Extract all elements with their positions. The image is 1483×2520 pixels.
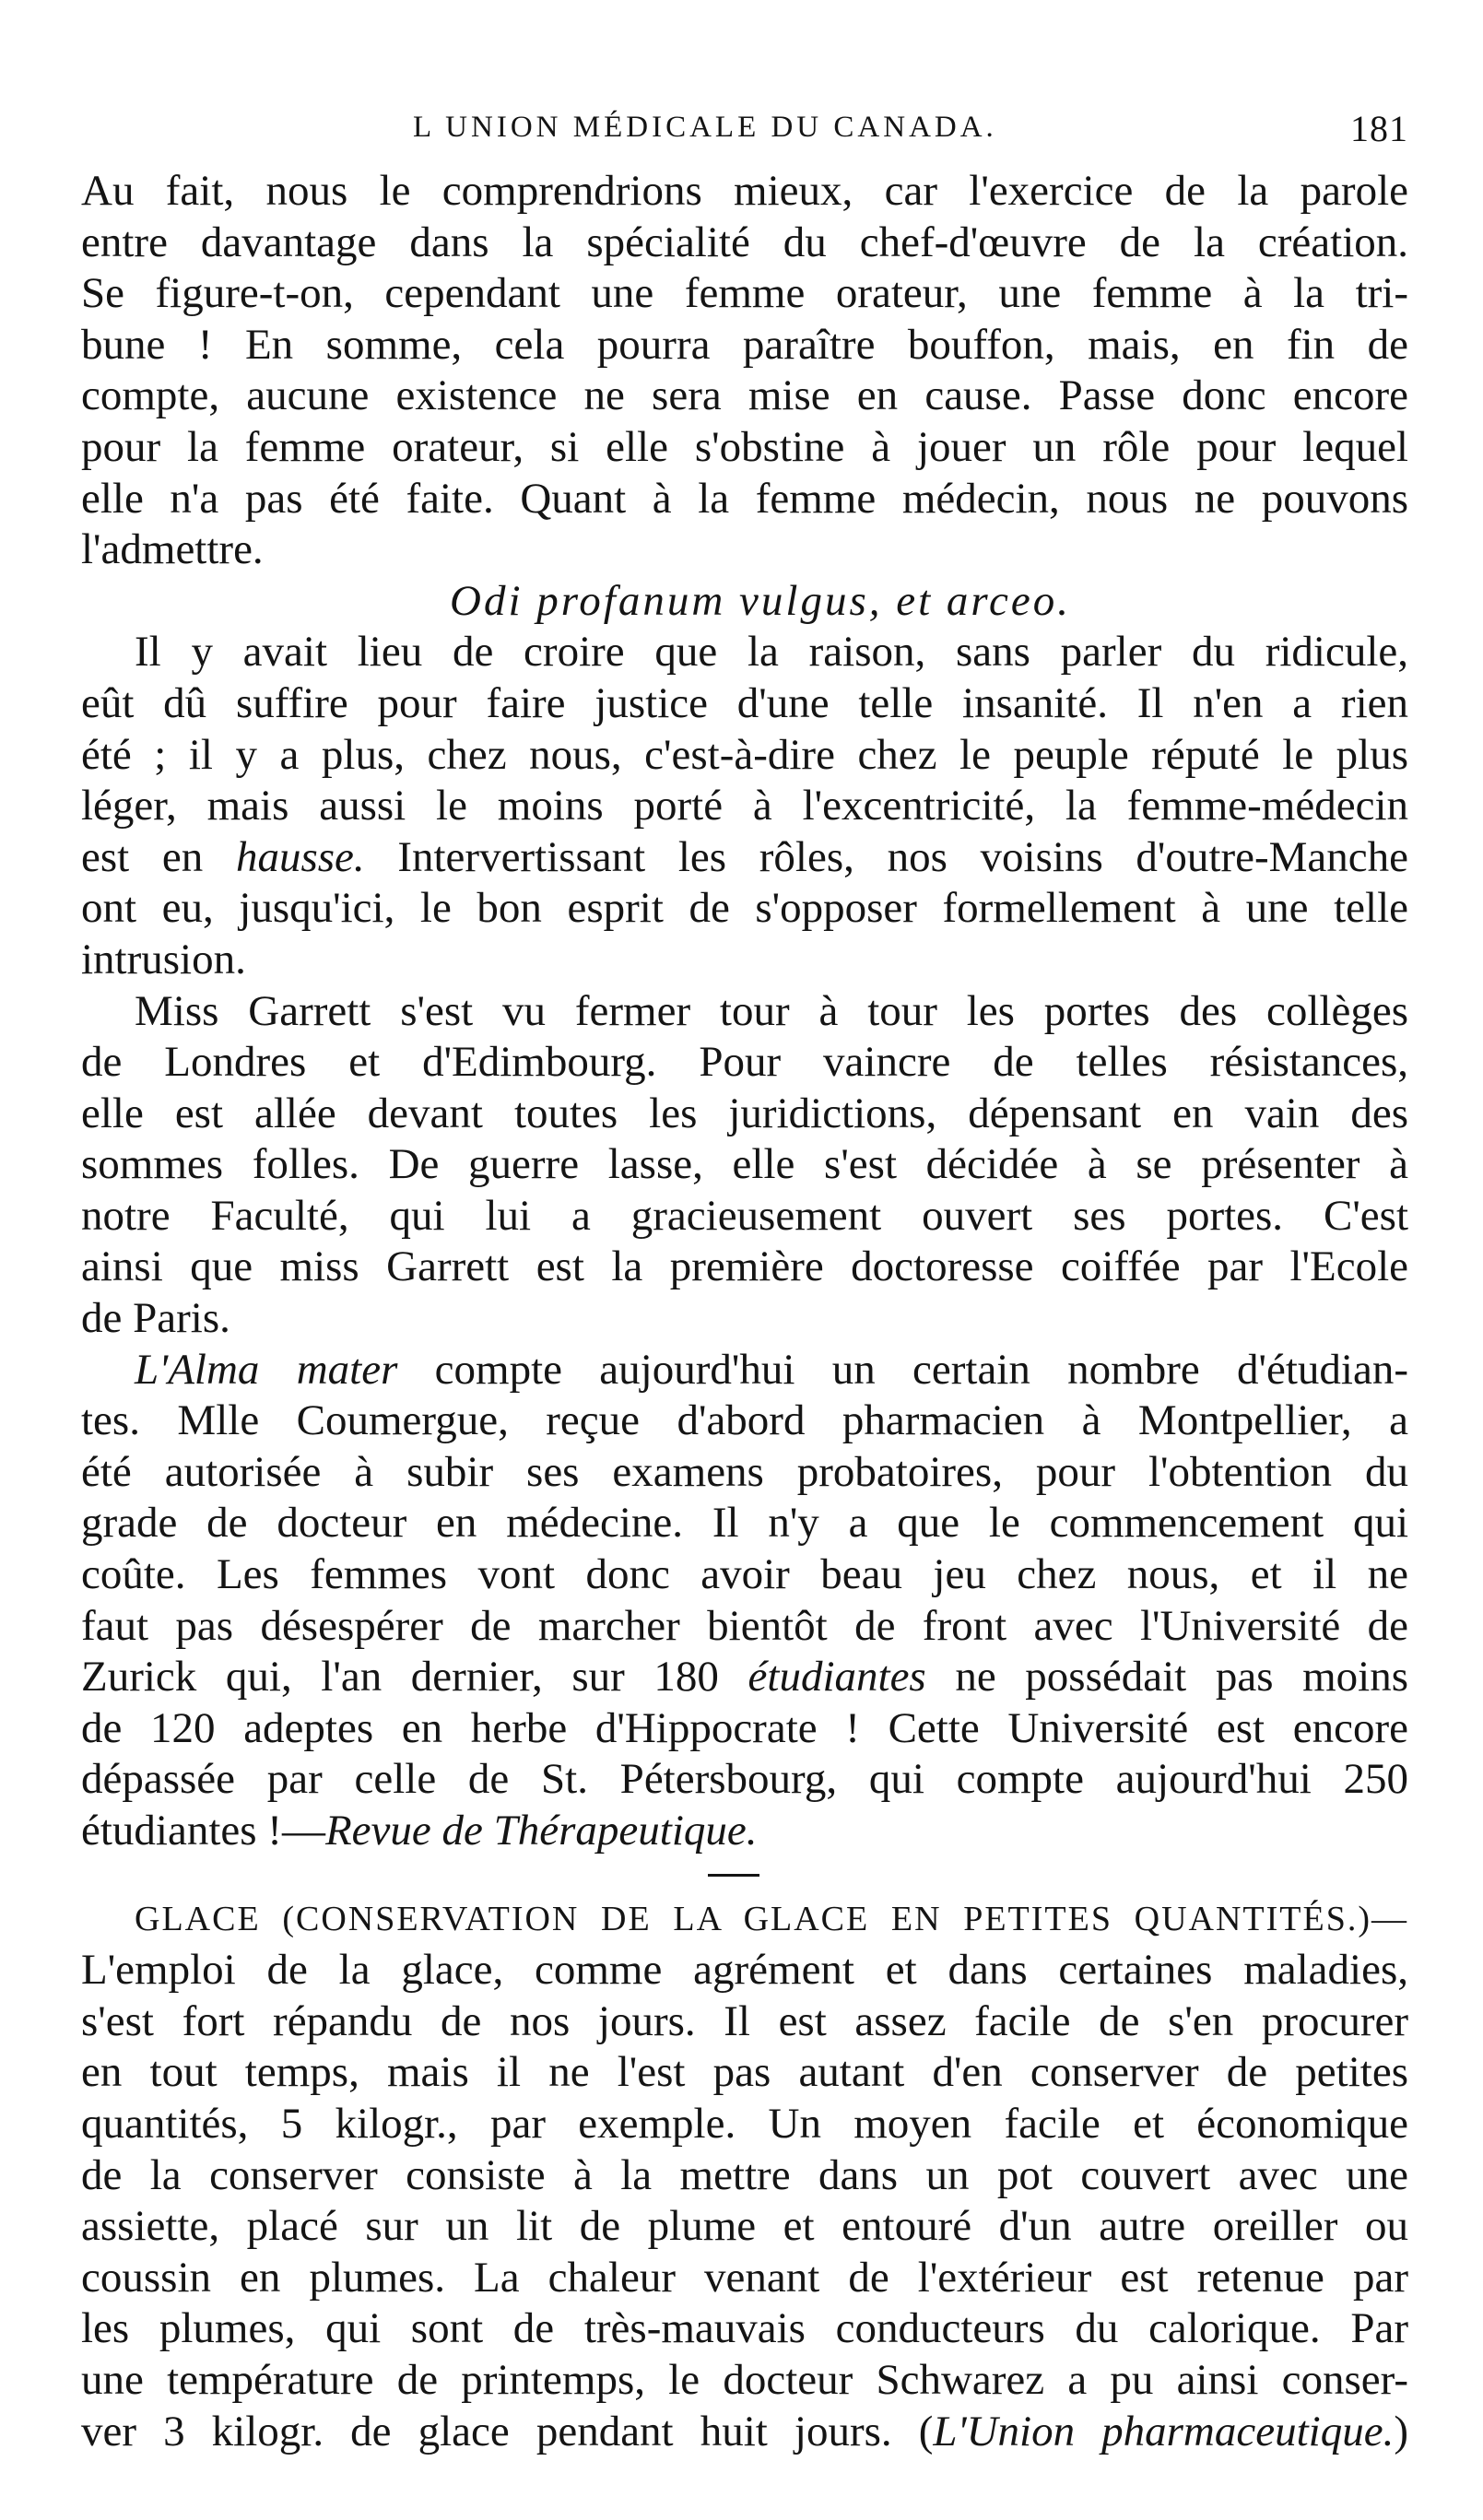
text-line: été ; il y a plus, chez nous, c'est-à-dire chez le peuple réputé le plus (81, 730, 1408, 779)
section-separator (81, 1857, 1408, 1894)
text-line: faut pas désespérer de marcher bientôt de front avec l'Université de (81, 1601, 1408, 1650)
text-line: coussin en plumes. La chaleur venant de l'extérieur est retenue par (81, 2253, 1408, 2302)
italic-run: étudiantes (747, 1653, 926, 1702)
section-heading: GLACE (CONSERVATION DE LA GLACE EN PETITES QUANTITÉS.)— (135, 1899, 1408, 1938)
page (81, 108, 1408, 2457)
page-number: 181 (1350, 108, 1408, 149)
latin-motto: Odi profanum vulgus, et arceo. (450, 576, 1071, 625)
text-line: elle est allée devant toutes les juridictions, dépensant en vain des (81, 1089, 1408, 1137)
paragraph-1 (81, 166, 1408, 576)
text-line: Miss Garrett s'est vu fermer tour à tour les portes des collèges (135, 986, 1408, 1035)
text-line: ainsi que miss Garrett est la première doctoresse coiffée par l'Ecole (81, 1242, 1408, 1291)
text-line: elle n'a pas été faite. Quant à la femme médecin, nous ne pouvons (81, 474, 1408, 523)
text-line: s'est fort répandu de nos jours. Il est assez facile de s'en procurer (81, 1996, 1408, 2045)
running-header (81, 108, 1408, 166)
text-run: ne possédait pas moins (925, 1653, 1408, 1702)
text-line: quantités, 5 kilogr., par exemple. Un moyen facile et économique (81, 2099, 1408, 2148)
text-line: bune ! En somme, cela pourra paraître bouffon, mais, en fin de (81, 320, 1408, 369)
text-line: de 120 adeptes en herbe d'Hippocrate ! Cette Université est encore (81, 1703, 1408, 1752)
italic-run: L'Alma mater (135, 1345, 398, 1394)
paragraph-4 (81, 1345, 1408, 1857)
text-line (81, 2407, 1408, 2458)
text-line: sommes folles. De guerre lasse, elle s'est décidée à se présenter à (81, 1140, 1408, 1189)
paragraph-2 (81, 627, 1408, 985)
separator-rule (708, 1874, 759, 1877)
text-line: assiette, placé sur un lit de plume et entouré d'un autre oreiller ou (81, 2202, 1408, 2251)
text-line: coûte. Les femmes vont donc avoir beau jeu chez nous, et il ne (81, 1550, 1408, 1599)
text-run: ver 3 kilogr. de glace pendant huit jours. ( (81, 2407, 934, 2455)
text-line: en tout temps, mais il ne l'est pas autant d'en conserver de petites (81, 2048, 1408, 2097)
text-line (81, 1652, 1408, 1703)
text-line: dépassée par celle de St. Pétersbourg, qui compte aujourd'hui 250 (81, 1755, 1408, 1804)
text-line: de la conserver consiste à la mettre dans un pot couvert avec une (81, 2150, 1408, 2199)
text-run: Zurick qui, l'an dernier, sur 180 (81, 1653, 748, 1702)
text-run: est en (81, 832, 236, 881)
paragraph-3 (81, 986, 1408, 1345)
text-line: Se figure-t-on, cependant une femme orateur, une femme à la tri- (81, 269, 1408, 318)
text-line: Il y avait lieu de croire que la raison, sans parler du ridicule, (135, 628, 1408, 677)
text-line: de Paris. (81, 1294, 230, 1343)
text-run: étudiantes !— (81, 1807, 325, 1855)
text-line (81, 1345, 1408, 1396)
text-line (81, 1806, 1408, 1857)
text-line: une température de printemps, le docteur Schwarez a pu ainsi conser- (81, 2355, 1408, 2404)
text-line: L'emploi de la glace, comme agrément et dans certaines maladies, (81, 1946, 1408, 1995)
text-line: intrusion. (81, 935, 246, 983)
text-run: Intervertissant les rôles, nos voisins d'outre-Manche (364, 832, 1408, 881)
text-line: notre Faculté, qui lui a gracieusement ouvert ses portes. C'est (81, 1191, 1408, 1240)
italic-run: hausse. (235, 832, 365, 881)
text-line: eût dû suffire pour faire justice d'une telle insanité. Il n'en a rien (81, 678, 1408, 727)
italic-run: Revue de Thérapeutique. (324, 1807, 758, 1855)
text-line: été autorisée à subir ses examens probatoires, pour l'obtention du (81, 1447, 1408, 1496)
text-line: ont eu, jusqu'ici, le bon esprit de s'opposer formellement à une telle (81, 884, 1408, 933)
italic-run: L'Union pharmaceutique. (933, 2407, 1395, 2455)
text-line: grade de docteur en médecine. Il n'y a que le commencement qui (81, 1499, 1408, 1548)
text-line: Au fait, nous le comprendrions mieux, car l'exercice de la parole (81, 167, 1408, 215)
text-line: léger, mais aussi le moins porté à l'excentricité, la femme-médecin (81, 782, 1408, 830)
text-run: ) (1394, 2407, 1408, 2455)
journal-title: L UNION MÉDICALE DU CANADA. (413, 111, 997, 144)
text-line: l'admettre. (81, 525, 264, 574)
text-line: entre davantage dans la spécialité du chef-d'œuvre de la création. (81, 218, 1408, 266)
text-line: tes. Mlle Coumergue, reçue d'abord pharmacien à Montpellier, a (81, 1396, 1408, 1445)
text-line: compte, aucune existence ne sera mise en cause. Passe donc encore (81, 371, 1408, 420)
text-line (81, 832, 1408, 884)
text-run: compte aujourd'hui un certain nombre d'étudian- (397, 1345, 1408, 1394)
paragraph-5 (81, 1894, 1408, 2458)
text-line: pour la femme orateur, si elle s'obstine à jouer un rôle pour lequel (81, 422, 1408, 471)
text-line: les plumes, qui sont de très-mauvais conducteurs du calorique. Par (81, 2304, 1408, 2353)
text-line: de Londres et d'Edimbourg. Pour vaincre de telles résistances, (81, 1038, 1408, 1087)
